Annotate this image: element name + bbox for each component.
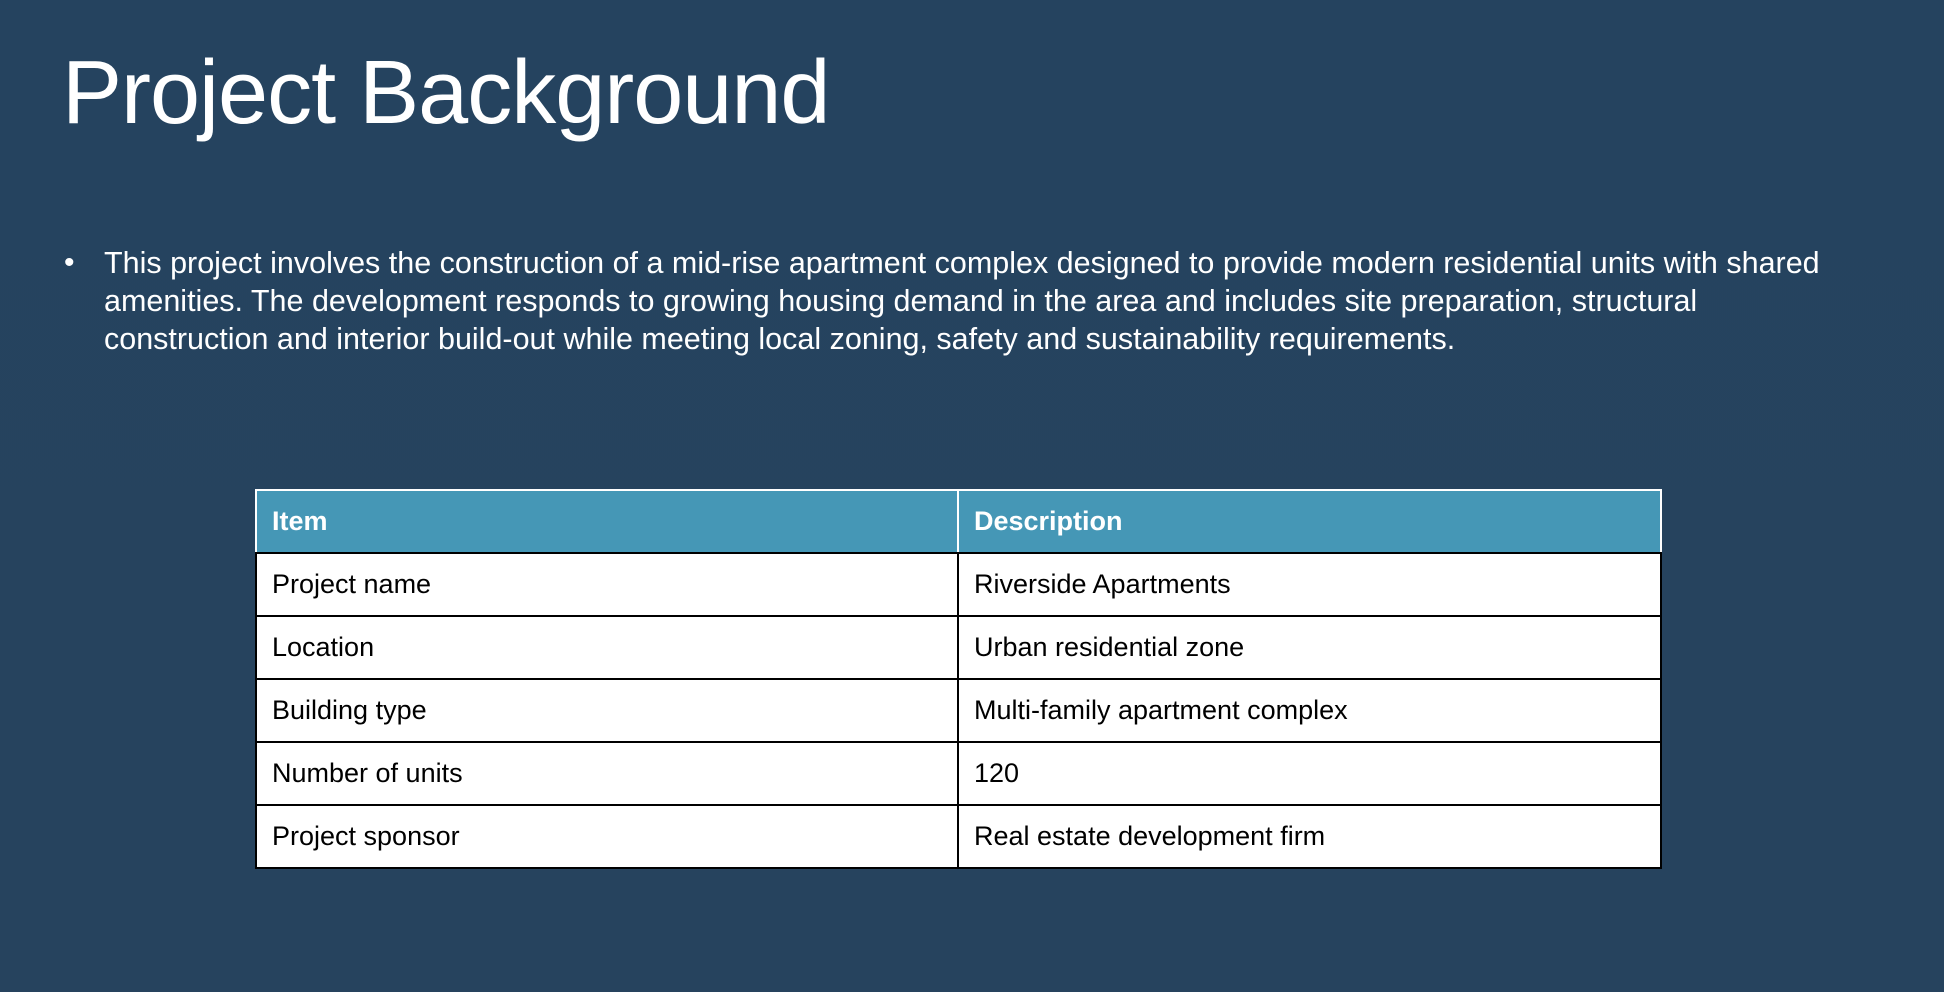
cell-description: Urban residential zone xyxy=(958,616,1661,679)
bullet-item xyxy=(64,244,1864,358)
cell-description: 120 xyxy=(958,742,1661,805)
cell-description: Multi-family apartment complex xyxy=(958,679,1661,742)
bullet-list xyxy=(64,244,1864,358)
cell-item: Building type xyxy=(256,679,958,742)
cell-item: Number of units xyxy=(256,742,958,805)
table-row xyxy=(256,805,1661,868)
cell-description: Riverside Apartments xyxy=(958,553,1661,616)
cell-item: Location xyxy=(256,616,958,679)
slide-title: Project Background xyxy=(62,43,830,143)
table-row xyxy=(256,553,1661,616)
header-item: Item xyxy=(256,490,958,553)
cell-description: Real estate development firm xyxy=(958,805,1661,868)
project-info-table xyxy=(255,489,1662,869)
table-header-row xyxy=(256,490,1661,553)
header-description: Description xyxy=(958,490,1661,553)
cell-item: Project sponsor xyxy=(256,805,958,868)
table-row xyxy=(256,742,1661,805)
bullet-dot-icon: • xyxy=(64,246,75,279)
table-row xyxy=(256,616,1661,679)
bullet-text: This project involves the construction of a mid-rise apartment complex designed to provide modern residential units with shared amenities. The development responds to growing housing demand in the area and includes site preparation, structural construction and interior build-out while meeting local zoning, safety and sustainability requirements. xyxy=(104,246,1820,356)
table-row xyxy=(256,679,1661,742)
cell-item: Project name xyxy=(256,553,958,616)
